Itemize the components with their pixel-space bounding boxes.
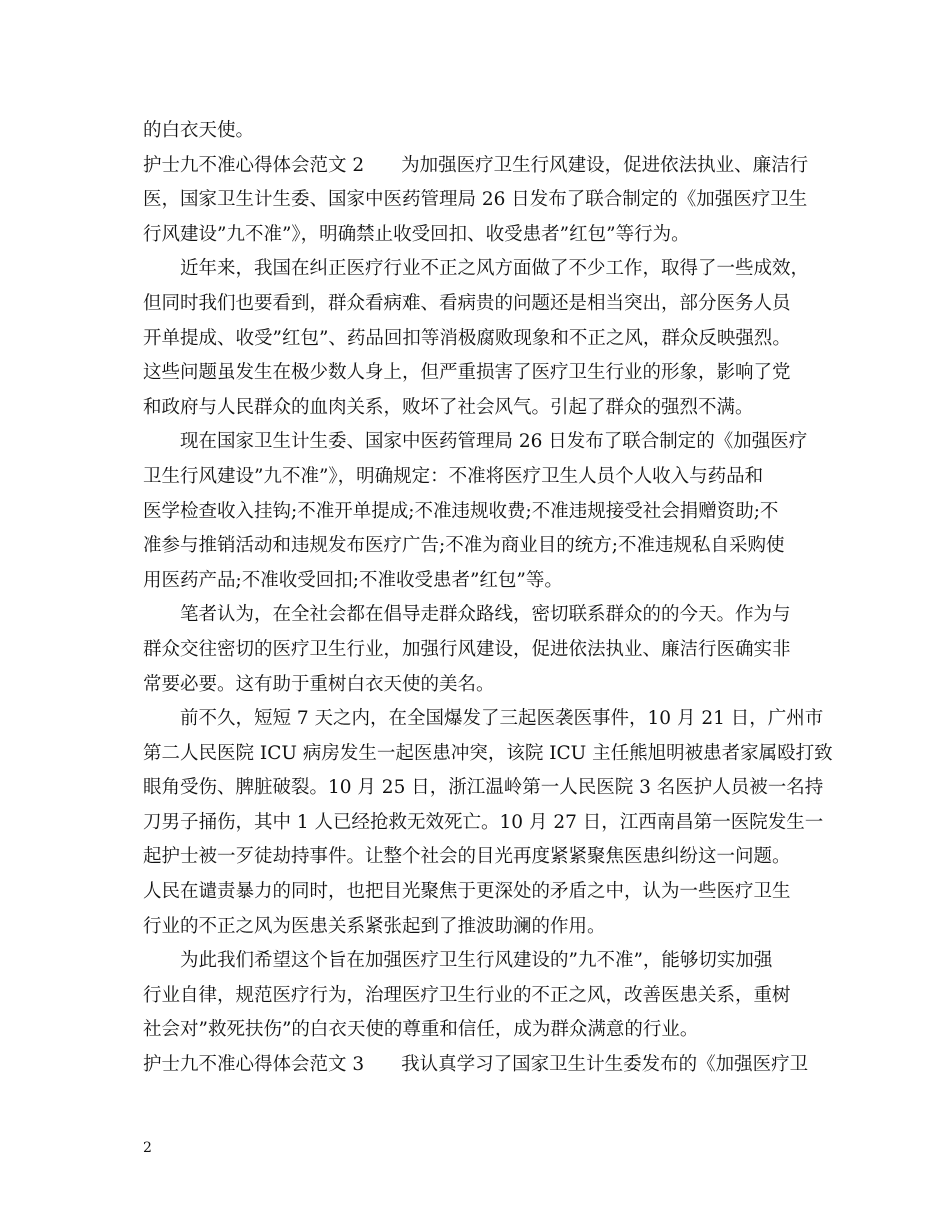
text-line: 护士九不准心得体会范文 3 我认真学习了国家卫生计生委发布的《加强医疗卫: [143, 1054, 809, 1076]
text-line: 行业自律，规范医疗行为，治理医疗卫生行业的不正之风，改善医患关系，重树: [143, 984, 791, 1006]
text-line: 这些问题虽发生在极少数人身上，但严重损害了医疗卫生行业的形象，影响了党: [143, 362, 791, 384]
text-line: 但同时我们也要看到，群众看病难、看病贵的问题还是相当突出，部分医务人员: [143, 292, 791, 314]
text-line: 护士九不准心得体会范文 2 为加强医疗卫生行风建设，促进依法执业、廉洁行: [143, 154, 809, 176]
text-line: 群众交往密切的医疗卫生行业，加强行风建设，促进依法执业、廉洁行医确实非: [143, 638, 791, 660]
text-line: 开单提成、收受”红包”、药品回扣等消极腐败现象和不正之风，群众反映强烈。: [143, 327, 791, 349]
text-line: 第二人民医院 ICU 病房发生一起医患冲突，该院 ICU 主任熊旭明被患者家属殴打致: [143, 742, 833, 764]
text-line: 医，国家卫生计生委、国家中医药管理局 26 日发布了联合制定的《加强医疗卫生: [143, 189, 808, 211]
text-line: 人民在谴责暴力的同时，也把目光聚焦于更深处的矛盾之中，认为一些医疗卫生: [143, 881, 791, 903]
text-line: 笔者认为，在全社会都在倡导走群众路线，密切联系群众的的今天。作为与: [143, 604, 791, 626]
text-line: 常要必要。这有助于重树白衣天使的美名。: [143, 673, 495, 695]
text-line: 现在国家卫生计生委、国家中医药管理局 26 日发布了联合制定的《加强医疗: [143, 431, 808, 453]
document-body: [143, 114, 833, 1083]
text-line: 的白衣天使。: [143, 120, 255, 141]
page-number: 2: [143, 1140, 152, 1156]
text-line: 行业的不正之风为医患关系紧张起到了推波助澜的作用。: [143, 915, 606, 937]
text-line: 和政府与人民群众的血肉关系，败坏了社会风气。引起了群众的强烈不满。: [143, 396, 754, 418]
text-line: 起护士被一歹徒劫持事件。让整个社会的目光再度紧紧聚焦医患纠纷这一问题。: [143, 846, 791, 868]
text-line: 眼角受伤、脾脏破裂。10 月 25 日，浙江温岭第一人民医院 3 名医护人员被一名持: [143, 777, 824, 799]
text-line: 社会对”救死扶伤”的白衣天使的尊重和信任，成为群众满意的行业。: [143, 1019, 699, 1041]
text-line: 近年来，我国在纠正医疗行业不正之风方面做了不少工作，取得了一些成效，: [143, 258, 810, 280]
text-line: 准参与推销活动和违规发布医疗广告;不准为商业目的统方;不准违规私自采购使: [143, 535, 785, 557]
text-line: 卫生行风建设”九不准”》，明确规定：不准将医疗卫生人员个人收入与药品和: [143, 465, 764, 487]
text-line: 为此我们希望这个旨在加强医疗卫生行风建设的”九不准”，能够切实加强: [143, 950, 773, 972]
text-line: 前不久，短短 7 天之内，在全国爆发了三起医袭医事件，10 月 21 日，广州市: [143, 708, 824, 730]
text-line: 用医药产品;不准收受回扣;不准收受患者”红包”等。: [143, 569, 563, 591]
text-line: 刀男子捅伤，其中 1 人已经抢救无效死亡。10 月 27 日，江西南昌第一医院发生一: [143, 811, 824, 833]
text-line: 医学检查收入挂钩;不准开单提成;不准违规收费;不准违规接受社会捐赠资助;不: [143, 500, 779, 522]
text-line: 行风建设”九不准”》，明确禁止收受回扣、收受患者”红包”等行为。: [143, 223, 690, 245]
